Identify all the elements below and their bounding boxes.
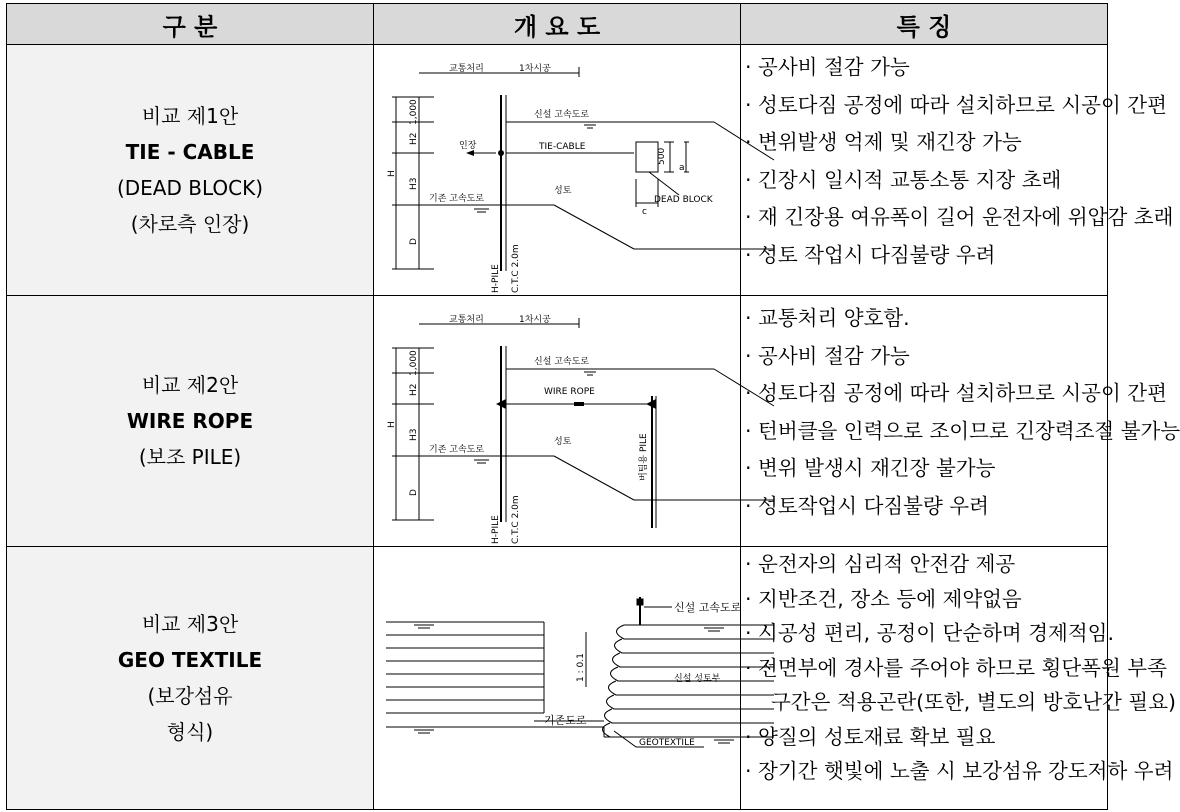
header-diagram: 개 요 도 [374, 4, 741, 45]
features-cell [741, 45, 1174, 296]
feature-item: · 긴장시 일시적 교통소통 지장 초래 [745, 167, 1062, 192]
diagram-cell [374, 45, 741, 296]
option-name-cell [7, 547, 374, 810]
feature-item: · 공사비 절감 가능 [745, 343, 910, 368]
label-new-road: 신설 고속도로 [674, 601, 742, 614]
feature-item: · 공사비 절감 가능 [745, 55, 910, 79]
dim-1000: 1,000 [409, 99, 419, 125]
option-sub: (보강섬유 [147, 684, 233, 708]
feature-item: · 성토다짐 공정에 따라 설치하므로 시공이 간편 [745, 92, 1167, 117]
option-label: 비교 제3안 [141, 612, 239, 636]
dim-h: H [387, 170, 397, 177]
label-ctc: C.T.C 2.0m [511, 495, 521, 544]
table-row [7, 547, 1108, 810]
dim-d: D [409, 489, 419, 496]
label-new-road: 신설 고속도로 [534, 110, 590, 120]
option-sub: (DEAD BLOCK) [116, 176, 264, 200]
label-aux-pile: 버팀용 PILE [639, 433, 649, 481]
feature-item: · 성토 작업시 다짐불량 우려 [745, 242, 996, 267]
option-label: 비교 제1안 [141, 104, 239, 128]
label-traffic: 교통처리 [449, 315, 484, 325]
diagram-cell [374, 296, 741, 547]
dim-1000: 1,000 [409, 350, 419, 376]
feature-item: · 턴버클을 인력으로 조이므로 긴장력조절 불가능 [745, 418, 1180, 443]
feature-item: · 교통처리 양호함. [745, 306, 910, 330]
option-sub: 형식) [166, 720, 214, 744]
feature-item: · 재 긴장용 여유폭이 길어 운전자에 위압감 초래 [745, 205, 1174, 229]
feature-item: · 성토다짐 공정에 따라 설치하므로 시공이 간편 [745, 381, 1167, 405]
option-title: TIE - CABLE [125, 140, 255, 164]
dim-h3: H3 [409, 428, 419, 441]
diagram-cell [374, 547, 741, 810]
feature-item: · 운전자의 심리적 안전감 제공 [745, 552, 1016, 576]
label-existing: 기존도로 [544, 714, 587, 727]
dim-h2: H2 [409, 383, 419, 396]
dim-h3: H3 [409, 177, 419, 190]
geotextile-diagram [374, 547, 794, 809]
table-row [7, 45, 1108, 296]
label-hpile: H-PILE [491, 515, 501, 544]
feature-item: · 변위발생 억제 및 재긴장 가능 [745, 130, 1022, 154]
label-existing: 기존 고속도로 [429, 194, 485, 204]
option-name-cell [7, 296, 374, 547]
label-traffic: 교통처리 [449, 64, 484, 74]
label-phase: 1차시공 [519, 64, 551, 74]
header-features: 특 징 [741, 4, 1108, 45]
label-phase: 1차시공 [519, 315, 551, 325]
label-fill: 성토 [554, 186, 572, 196]
feature-item-continued: 구간은 적용곤란(또한, 별도의 방호난간 필요) [771, 690, 1177, 714]
label-rope: WIRE ROPE [544, 387, 595, 397]
label-hpile: H-PILE [491, 264, 501, 293]
comparison-table [6, 3, 1180, 810]
option-title: GEO TEXTILE [117, 648, 263, 672]
label-geotextile: GEOTEXTILE [639, 738, 695, 748]
dim-h2: H2 [409, 132, 419, 145]
option-label: 비교 제2안 [141, 373, 239, 397]
label-fill: 성토 [554, 437, 572, 447]
label-ctc: C.T.C 2.0m [511, 244, 521, 293]
tie-cable-diagram [374, 45, 794, 295]
option-sub: (보조 PILE) [138, 445, 242, 469]
label-tie: TIE-CABLE [539, 142, 586, 152]
feature-item: · 시공성 편리, 공정이 단순하며 경제적임. [745, 621, 1114, 645]
dim-a: a [679, 163, 685, 173]
option-name-cell [7, 45, 374, 296]
table-row [7, 296, 1108, 547]
feature-item: · 변위 발생시 재긴장 불가능 [745, 456, 996, 480]
features-cell [741, 296, 1180, 547]
label-tension: 인장 [459, 141, 477, 151]
feature-item: · 지반조건, 장소 등에 제약없음 [745, 586, 1022, 611]
option-sub: (차로측 인장) [130, 212, 250, 236]
label-slope: 1 : 0.1 [576, 653, 586, 682]
dim-d: D [409, 238, 419, 245]
feature-item: · 전면부에 경사를 주어야 하므로 횡단폭원 부족 [745, 655, 1167, 680]
label-new-road: 신설 고속도로 [534, 357, 590, 367]
feature-item: · 성토작업시 다짐불량 우려 [745, 493, 989, 518]
option-title: WIRE ROPE [126, 409, 254, 433]
label-fill-part: 신설 성토부 [674, 674, 721, 684]
features-cell [741, 547, 1177, 810]
dim-500: 500 [657, 147, 667, 165]
header-category: 구 분 [7, 4, 374, 45]
feature-item: · 양질의 성토재료 확보 필요 [745, 724, 996, 749]
feature-item: · 장기간 햇빛에 노출 시 보강섬유 강도저하 우려 [745, 759, 1174, 783]
dim-h: H [387, 421, 397, 428]
label-existing: 기존 고속도로 [429, 445, 485, 455]
wire-rope-diagram [374, 296, 794, 546]
label-deadblock: DEAD BLOCK [654, 195, 713, 205]
header-row [7, 4, 1108, 45]
dim-c: c [642, 207, 647, 217]
